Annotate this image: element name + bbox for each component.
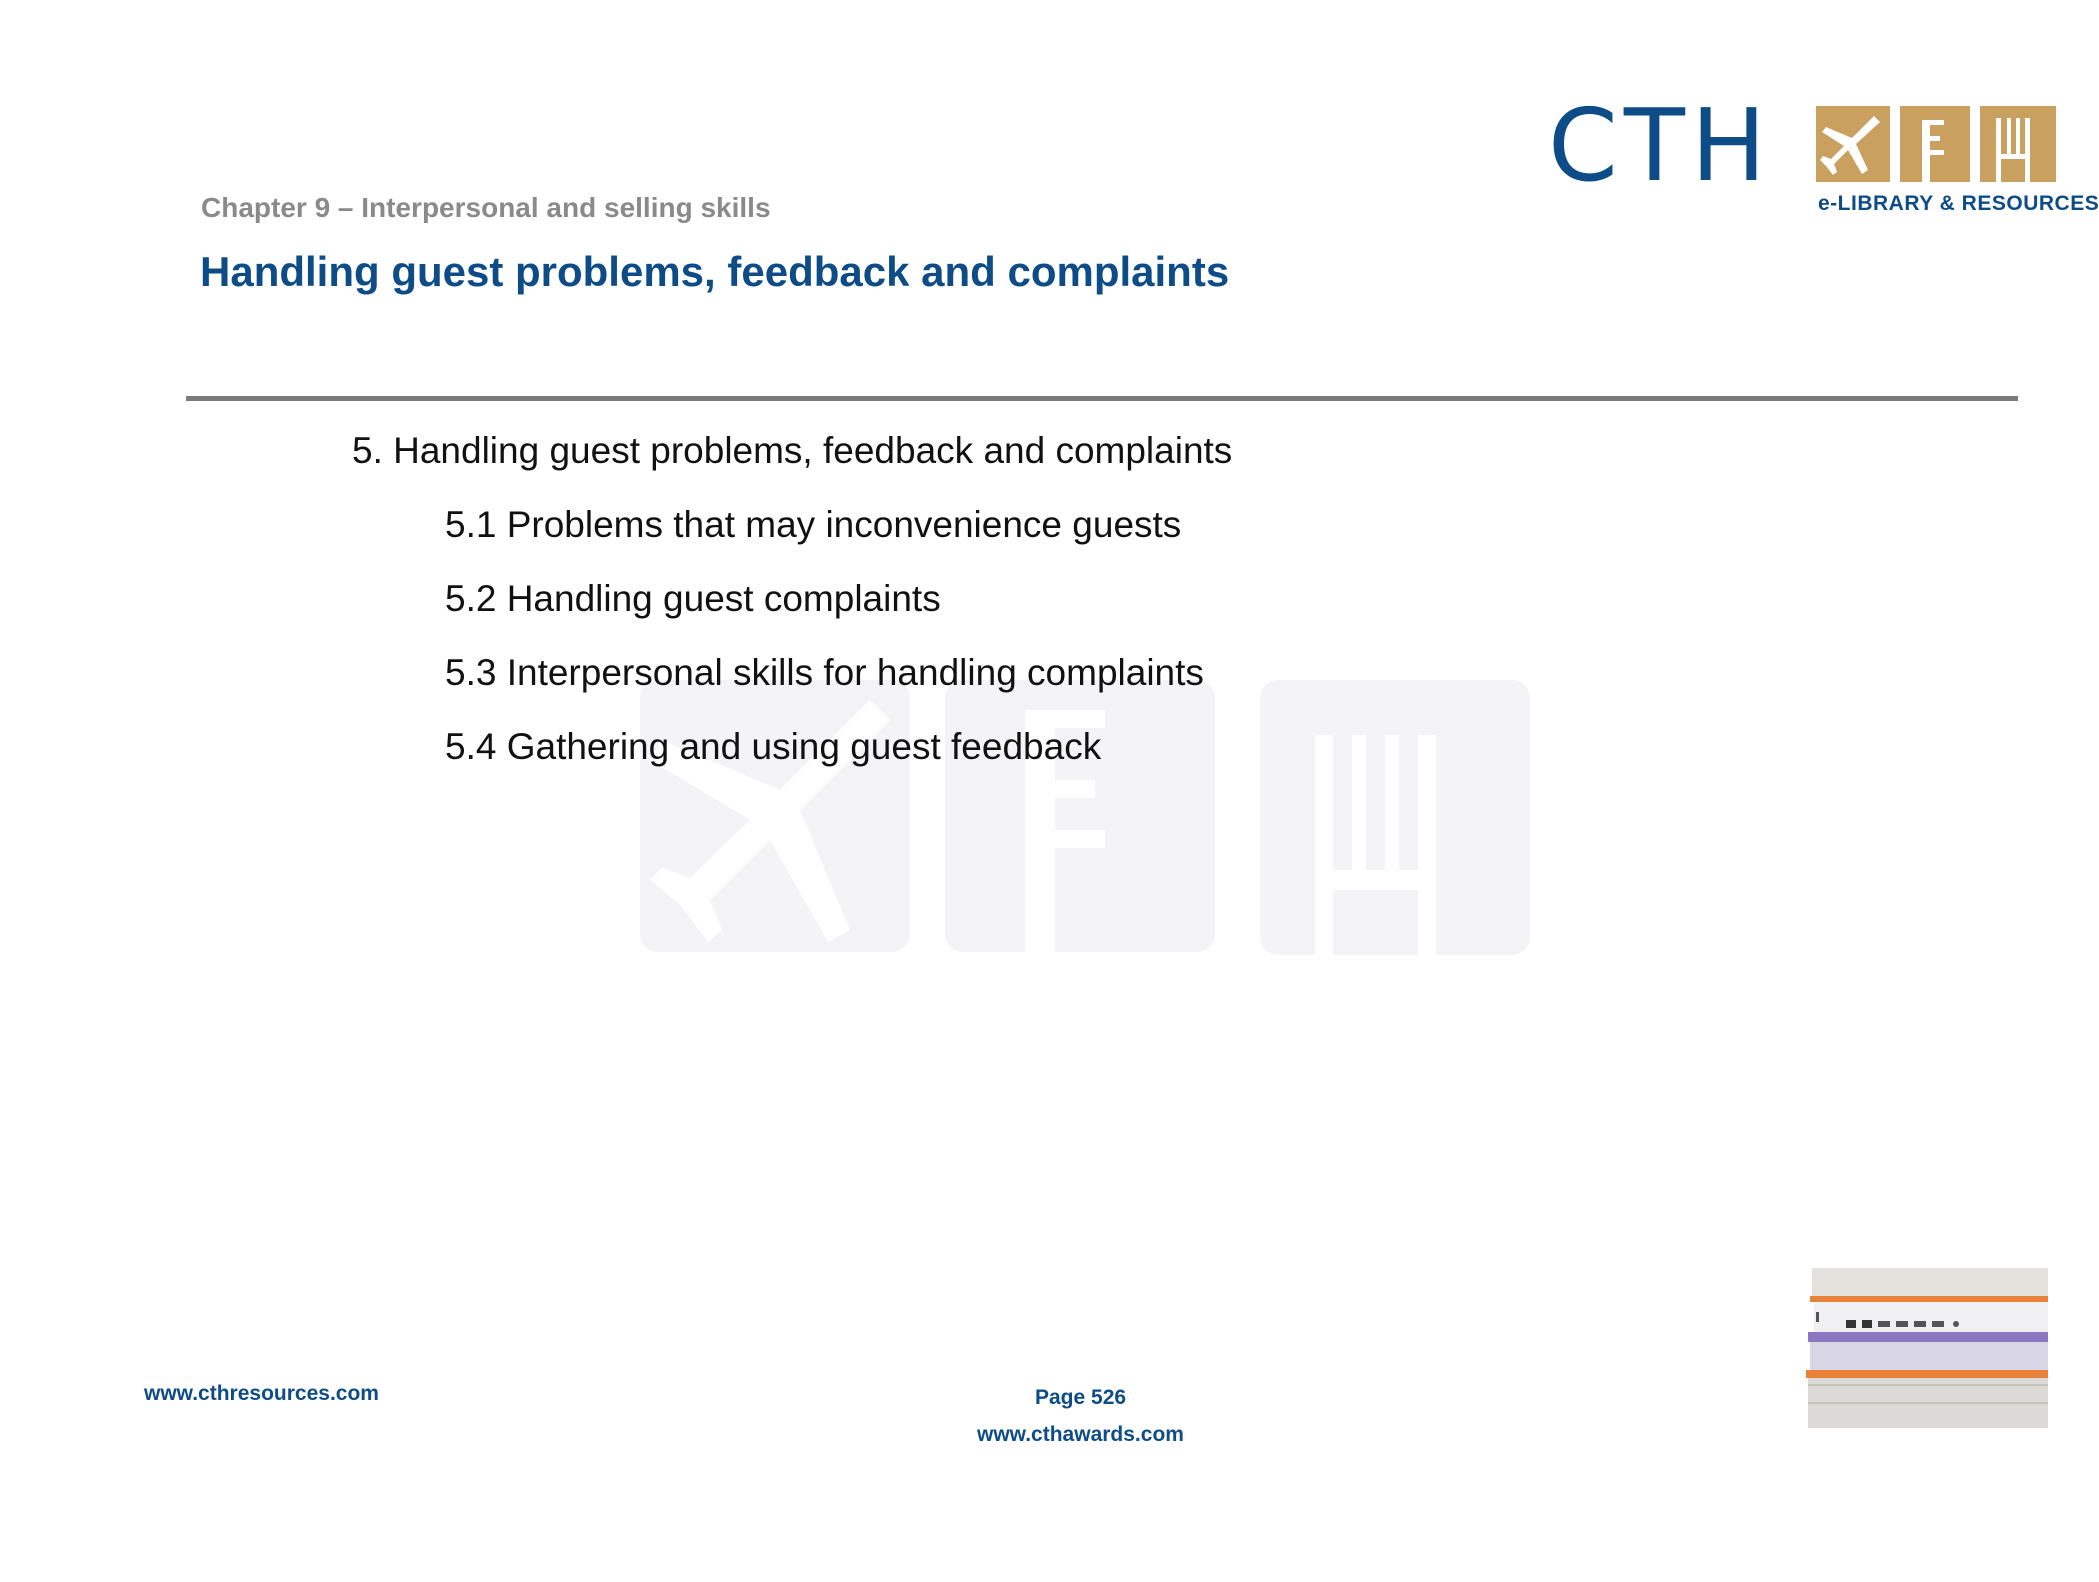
header-divider <box>186 396 2018 401</box>
watermark-icons <box>640 680 1540 960</box>
toc-item-5-1: 5.1 Problems that may inconvenience guests <box>445 504 1182 545</box>
logo-brand-text: CTH <box>1548 87 1773 204</box>
page-number: Page 526 <box>1035 1386 1127 1409</box>
footer-awards-link[interactable]: www.cthawards.com <box>977 1423 1184 1446</box>
chapter-heading: Chapter 9 – Interpersonal and selling skills <box>201 192 771 223</box>
page-title: Handling guest problems, feedback and complaints <box>200 248 1230 295</box>
books-stack-image <box>1806 1262 2048 1432</box>
footer-resources-link[interactable]: www.cthresources.com <box>144 1382 379 1405</box>
logo-tiles <box>1816 106 2056 182</box>
toc-item-5-2: 5.2 Handling guest complaints <box>445 578 941 619</box>
cth-logo <box>1548 87 2099 222</box>
toc-item-main: 5. Handling guest problems, feedback and complaints <box>352 430 1233 471</box>
toc-item-5-3: 5.3 Interpersonal skills for handling complaints <box>445 652 1204 693</box>
logo-subtitle: e-LIBRARY & RESOURCES <box>1818 192 2099 215</box>
key-icon <box>1900 106 1970 182</box>
toc-item-5-4: 5.4 Gathering and using guest feedback <box>445 726 1102 767</box>
